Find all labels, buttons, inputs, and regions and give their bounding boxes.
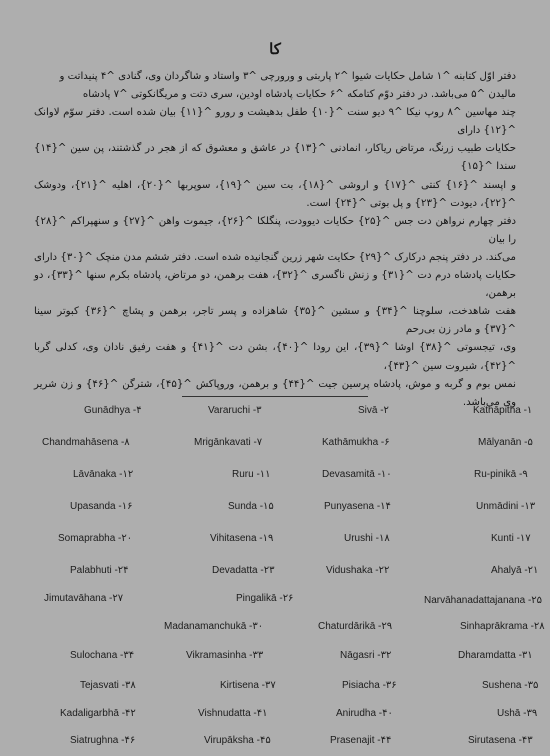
footnote-item: Kirtisena -۳۷ (220, 680, 276, 691)
footnote-item: Madanamanchukā -۳۰ (164, 621, 264, 632)
footnote-item: Vikramasinha -۳۳ (186, 650, 264, 661)
body-line: حکایات پادشاه درم دت ^{۳۱} و زنش ناگسری ^{۳۲}، هفت برهمن، دو مرتاض، پادشاه بکرم سنها ^{۳۳}، دو برهمن، (34, 270, 517, 300)
body-line: مالیدن ^۵ می‌باشد. در دفتر دوّم کتامکه ^۶ حکایات پادشاه اودین، سری دتت و مریگانکوتی ^۷ پادشاه (82, 89, 516, 101)
body-line: چند مهاسین ^۸ روپ نیکا ^۹ دیو سنت ^{۱۰} طفل بدهیشت و رورو ^{۱۱} بیان شده است. دفتر سوّم لاوانک ^{۱۲} دارای (34, 107, 517, 137)
footnote-item: Devadatta -۲۳ (212, 565, 275, 576)
footnote-item: Ahalyā -۲۱ (491, 565, 539, 576)
footnote-item: Ushā -۳۹ (497, 708, 538, 719)
footnote-item: Prasenajit -۴۴ (330, 735, 392, 746)
body-line: هفت شاهدخت، سلوچنا ^{۳۴} و سشین ^{۳۵} شاهزاده و پسر تاجر، برهمن و پشاچ ^{۳۶} کبوتر سینا ^{۳۷} و مادر زن بی‌رحم (34, 306, 517, 336)
footnote-item: Vishnudatta -۴۱ (198, 708, 268, 719)
footnotes (18, 405, 545, 746)
body-line: می‌کند. در دفتر پنجم درکارک ^{۲۹} حکایت شهر زرین گنجانیده شده است. دفتر ششم مدن منچک ^{۳۰} دارای (34, 251, 516, 263)
footnote-item: Nāgasri -۳۲ (340, 650, 392, 661)
footnote-item: Upasanda -۱۶ (70, 501, 133, 512)
footnote-item: Mrigānkavati -۷ (194, 437, 263, 448)
footnote-item: Siatrughna -۴۶ (70, 735, 136, 746)
footnote-item: Jimutavāhana -۲۷ (44, 593, 124, 604)
footnote-item: Gunādhya -۴ (84, 405, 142, 416)
body-line: و اپسند ^{۱۶} کنتی ^{۱۷} و اروشی ^{۱۸}، بت سین ^{۱۹}، سوپربها ^{۲۰}، اهلیه ^{۲۱}، ودوشک ^{۲۲}، دیودت ^{۲۳} و پل بوتی ^{۲۴} است. (34, 179, 516, 209)
body-line: حکایات طبیب زرنگ، مرتاض ریاکار، انمادنی ^{۱۳} در عاشق و معشوق که از هجر در گذشتند، پن سین ^{۱۴} سندا ^{۱۵} (34, 143, 516, 173)
footnote-item: Vararuchi -۳ (208, 405, 262, 416)
footnote-item: Palabhuti -۲۴ (70, 565, 129, 576)
footnote-item: Sushena -۳۵ (482, 680, 539, 691)
footnote-item: Pingalikā -۲۶ (236, 593, 294, 604)
footnote-item: Lāvānaka -۱۲ (73, 469, 134, 480)
footnote-item: Vidushaka -۲۲ (326, 565, 390, 576)
body-paragraph (34, 68, 516, 412)
body-line: دفتر چهارم نرواهن دت جس ^{۲۵} حکایات دیوودت، پنگلکا ^{۲۶}، جیموت واهن ^{۲۷} و سنهپراکم ^{۲۸} را بیان (34, 215, 516, 245)
body-line: نمس بوم و گربه و موش، پادشاه پرسین جیت ^{۴۴} و برهمن، وروپاکش ^{۴۵}، شترگن ^{۴۶} و زن شریر وی می‌باشد. (34, 378, 517, 408)
footnote-item: Sulochana -۳۴ (70, 650, 135, 661)
footnote-item: Sinhaprākrama -۲۸ (460, 621, 545, 632)
footnote-item: Urushi -۱۸ (344, 533, 390, 544)
footnote-item: Kathāmukha -۶ (322, 437, 390, 448)
footnote-item: Virupāksha -۴۵ (204, 735, 271, 746)
footnote-item: Pisiacha -۳۶ (342, 680, 397, 691)
footnote-item: Anirudha -۴۰ (336, 708, 393, 719)
footnote-item: Dharamdatta -۳۱ (458, 650, 533, 661)
footnote-item: Unmādini -۱۳ (476, 501, 536, 512)
footnote-item: Vihitasena -۱۹ (210, 533, 274, 544)
body-line: دفتر اوّل کتابنه ^۱ شامل حکایات شیوا ^۲ پاربتی و ورورچی ^۳ واستاد و شاگردان وی، گنادی ^۴ پنیداتت و (59, 71, 516, 82)
footnote-item: Sivā -۲ (358, 405, 389, 416)
footnote-item: Kathāpitha -۱ (473, 405, 533, 416)
footnote-item: Somaprabha -۲۰ (58, 533, 133, 544)
footnote-item: Narvāhanadattajanana -۲۵ (424, 595, 543, 606)
footnote-item: Chaturdārikā -۲۹ (318, 621, 393, 632)
footnote-item: Tejasvati -۳۸ (80, 680, 136, 691)
page-number: کا (269, 40, 281, 58)
footnote-item: Sirutasena -۴۳ (468, 735, 533, 746)
footnote-item: Punyasena -۱۴ (324, 501, 391, 512)
footnote-item: Kunti -۱۷ (491, 533, 531, 544)
footnote-item: Ruru -۱۱ (232, 469, 271, 480)
body-line: وی، تیجسوتی ^{۳۸} اوشا ^{۳۹}، این رودا ^{۴۰}، بشن دت ^{۴۱} و هفت رفیق نادان وی، کدلی گربا ^{۴۲}، شیروت سین ^{۴۳}، (34, 342, 516, 372)
footnote-separator (182, 396, 368, 397)
footnote-item: Mālyanān -۵ (478, 437, 533, 448)
footnote-item: Ru-pinikā -۹ (474, 469, 528, 480)
footnote-item: Kadaligarbhā -۴۲ (60, 708, 136, 719)
footnote-item: Chandmahāsena -۸ (42, 437, 130, 448)
footnote-item: Devasamitā -۱۰ (322, 469, 392, 480)
footnote-item: Sunda -۱۵ (228, 501, 274, 512)
